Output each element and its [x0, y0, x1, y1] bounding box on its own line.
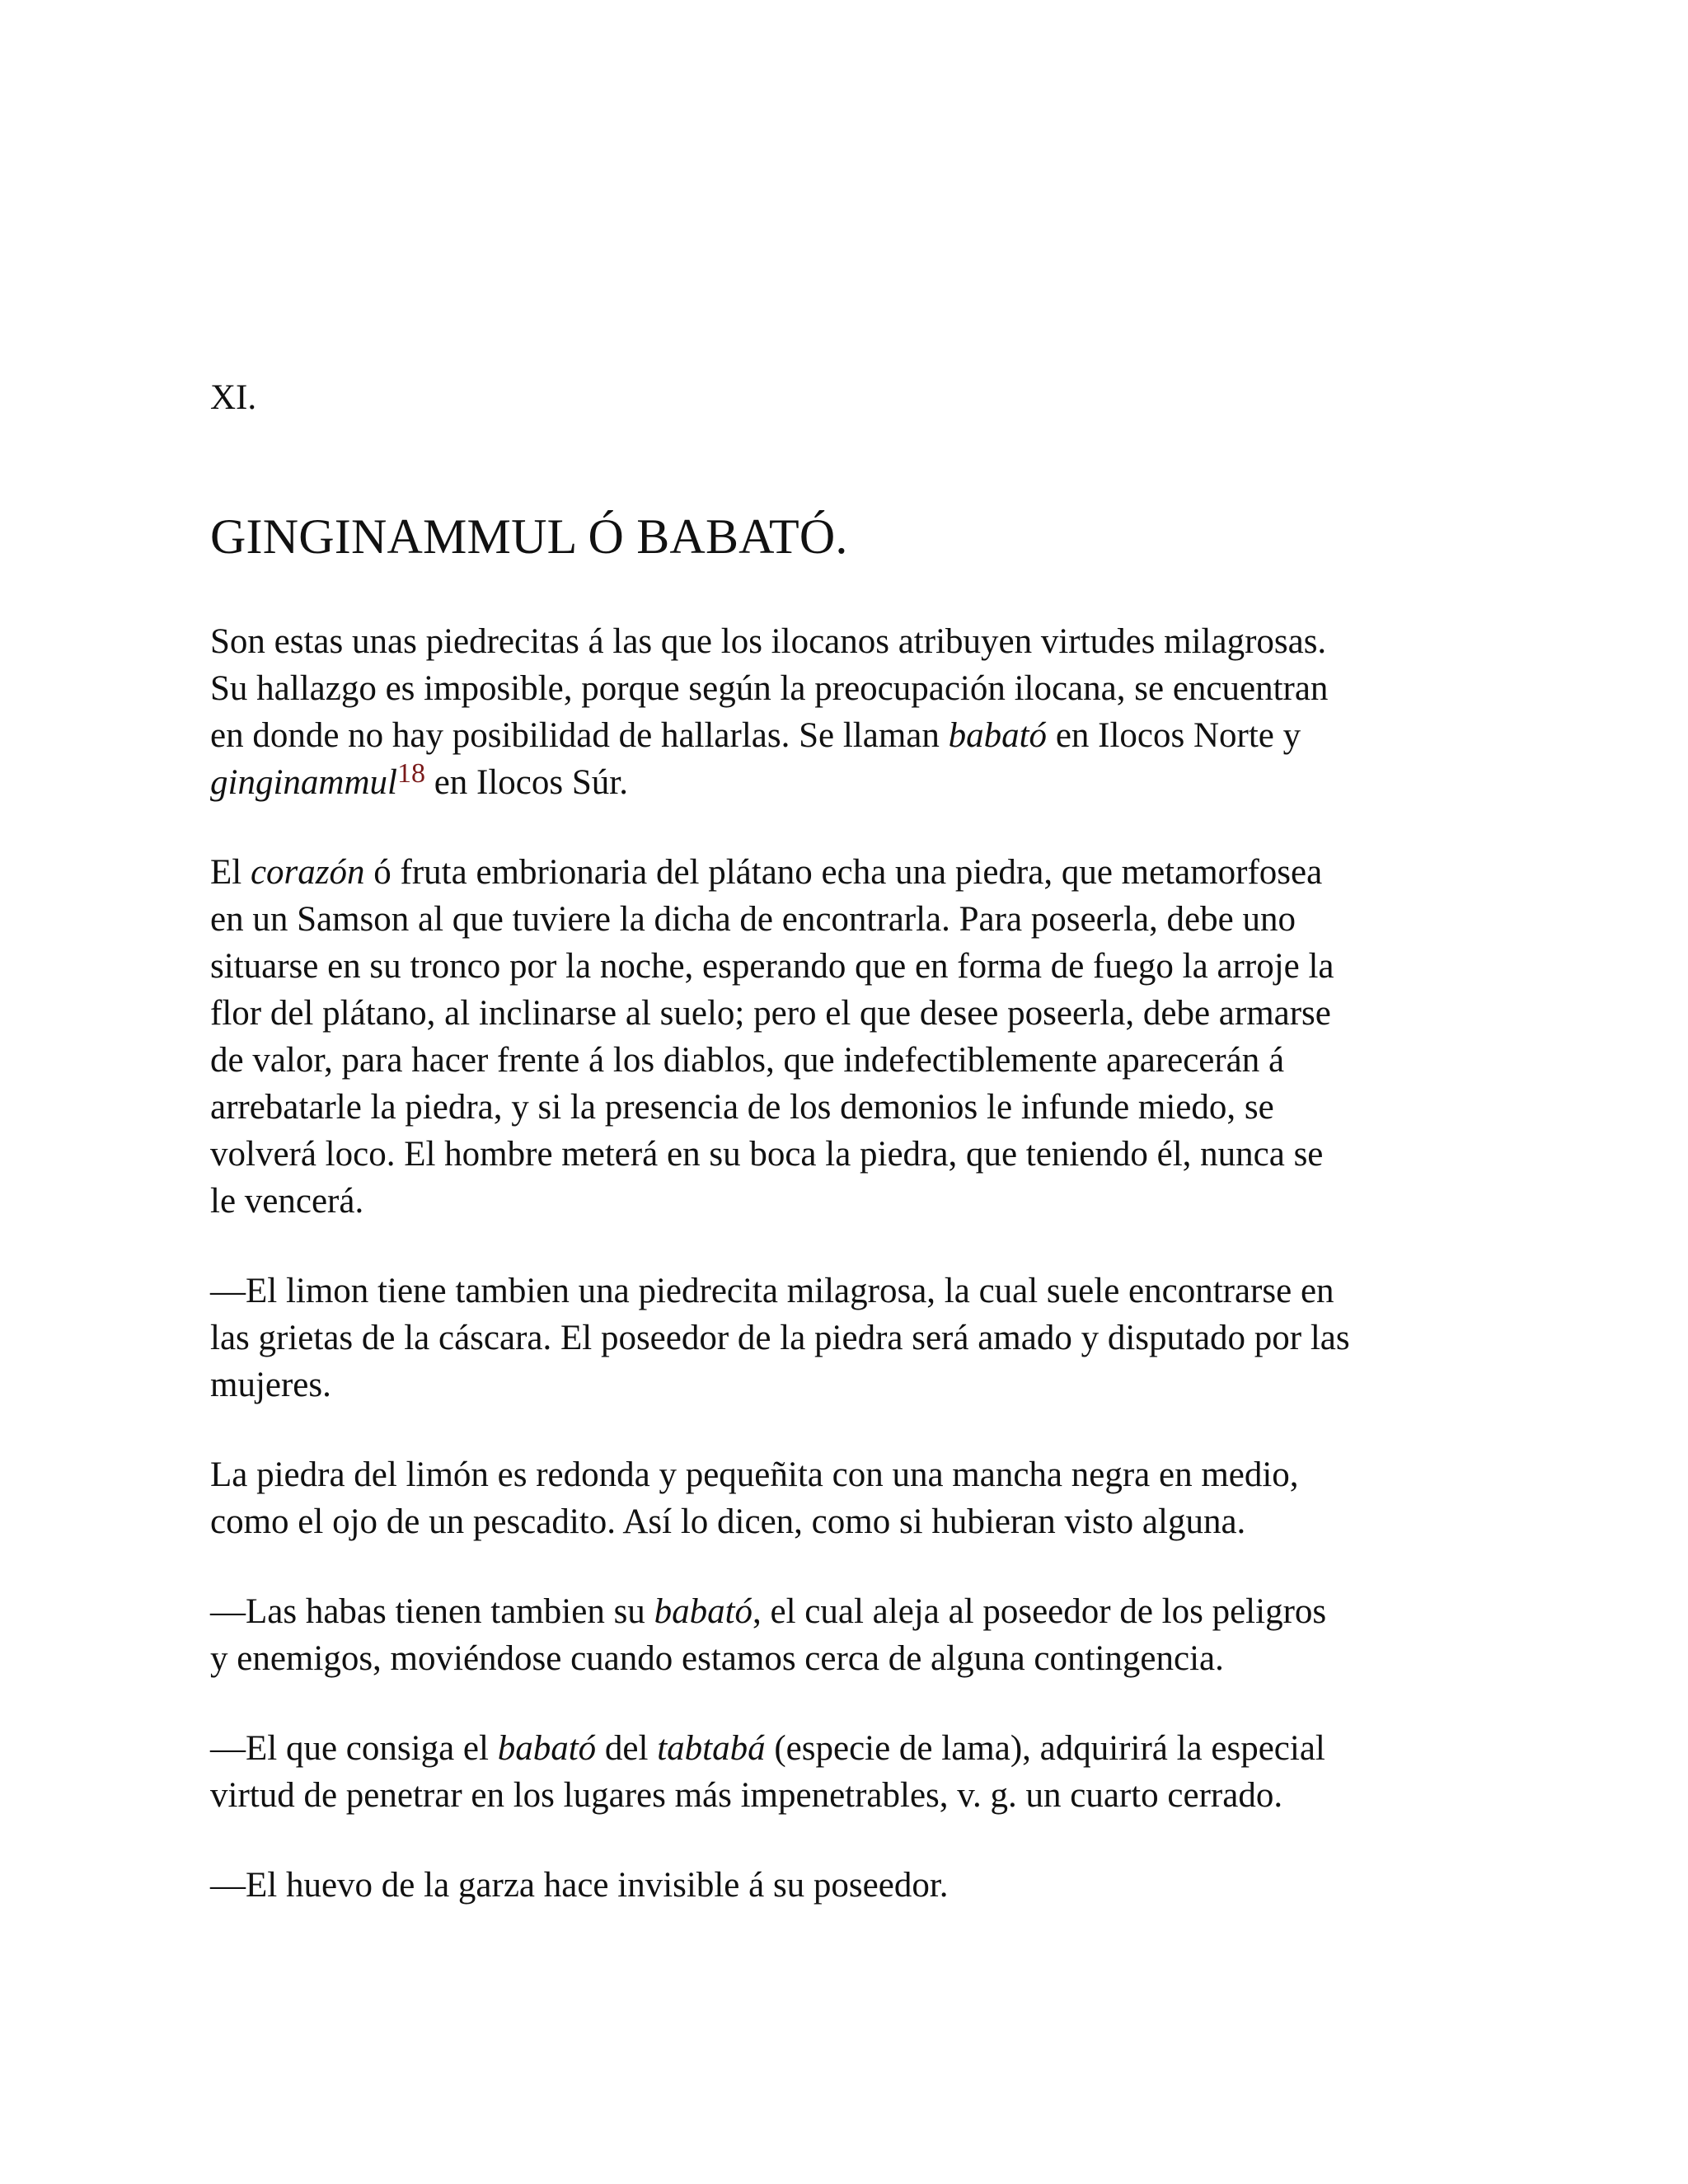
text-run: —El que consiga el: [210, 1729, 498, 1768]
text-run: ó fruta embrionaria del plátano echa una piedra, que metamorfosea: [364, 853, 1323, 892]
text-run: , el cual aleja al poseedor de los peligros: [753, 1592, 1327, 1631]
page-content: [210, 377, 1479, 1909]
italic-term-corazon: corazón: [250, 853, 365, 892]
paragraph-6-line-1: [210, 1725, 1479, 1772]
paragraph-2: [210, 849, 1479, 1225]
paragraph-2-line-8: le vencerá.: [210, 1182, 364, 1221]
paragraph-4-line-1: La piedra del limón es redonda y pequeñita con una mancha negra en medio,: [210, 1455, 1299, 1494]
paragraph-2-line-5: de valor, para hacer frente á los diablos, que indefectiblemente aparecerán á: [210, 1041, 1285, 1080]
paragraph-5-line-2: y enemigos, moviéndose cuando estamos cerca de alguna contingencia.: [210, 1639, 1224, 1678]
paragraph-4-line-2: como el ojo de un pescadito. Así lo dicen, como si hubieran visto alguna.: [210, 1502, 1246, 1541]
paragraph-5: [210, 1588, 1479, 1682]
text-run: del: [596, 1729, 658, 1768]
italic-term-tabtaba: tabtabá: [657, 1729, 766, 1768]
paragraph-6: [210, 1725, 1479, 1819]
text-run: en donde no hay posibilidad de hallarlas. Se llaman: [210, 716, 949, 755]
paragraph-1: [210, 618, 1479, 806]
italic-term-babato: babató: [654, 1592, 753, 1631]
italic-term-babato: babató: [497, 1729, 597, 1768]
paragraph-2-line-1: [210, 849, 1479, 896]
paragraph-1-line-1: Son estas unas piedrecitas á las que los ilocanos atribuyen virtudes milagrosas.: [210, 622, 1327, 661]
paragraph-3-line-2: las grietas de la cáscara. El poseedor de la piedra será amado y disputado por las: [210, 1319, 1350, 1357]
paragraph-1-line-3: [210, 712, 1479, 759]
paragraph-7-line-1: —El huevo de la garza hace invisible á su poseedor.: [210, 1866, 949, 1905]
paragraph-3-line-3: mujeres.: [210, 1366, 331, 1404]
paragraph-2-line-4: flor del plátano, al inclinarse al suelo; pero el que desee poseerla, debe armarse: [210, 994, 1331, 1033]
paragraph-2-line-7: volverá loco. El hombre meterá en su boca la piedra, que teniendo él, nunca se: [210, 1135, 1324, 1174]
text-run: —Las habas tienen tambien su: [210, 1592, 654, 1631]
text-run: en Ilocos Súr.: [424, 763, 628, 802]
paragraph-2-line-2: en un Samson al que tuviere la dicha de encontrarla. Para poseerla, debe uno: [210, 900, 1296, 939]
paragraph-2-line-6: arrebatarle la piedra, y si la presencia de los demonios le infunde miedo, se: [210, 1088, 1274, 1127]
italic-term-babato: babató: [948, 716, 1048, 755]
paragraph-7: [210, 1862, 1479, 1909]
paragraph-3-line-1: —El limon tiene tambien una piedrecita milagrosa, la cual suele encontrarse en: [210, 1272, 1334, 1310]
text-run: (especie de lama), adquirirá la especial: [765, 1729, 1325, 1768]
paragraph-1-line-4: [210, 759, 1479, 806]
paragraph-2-line-3: situarse en su tronco por la noche, esperando que en forma de fuego la arroje la: [210, 947, 1334, 986]
text-run: en Ilocos Norte y: [1047, 716, 1301, 755]
paragraph-5-line-1: [210, 1588, 1479, 1635]
italic-term-ginginammul: ginginammul: [210, 763, 397, 802]
chapter-title: GINGINAMMUL Ó BABATÓ.: [210, 509, 848, 564]
paragraph-4: [210, 1451, 1479, 1545]
text-run: El: [210, 853, 251, 892]
footnote-reference-link[interactable]: 18: [396, 758, 425, 789]
chapter-number: XI.: [210, 378, 257, 417]
paragraph-6-line-2: virtud de penetrar en los lugares más impenetrables, v. g. un cuarto cerrado.: [210, 1776, 1283, 1815]
paragraph-3: [210, 1268, 1479, 1408]
paragraph-1-line-2: Su hallazgo es imposible, porque según la preocupación ilocana, se encuentran: [210, 669, 1329, 708]
